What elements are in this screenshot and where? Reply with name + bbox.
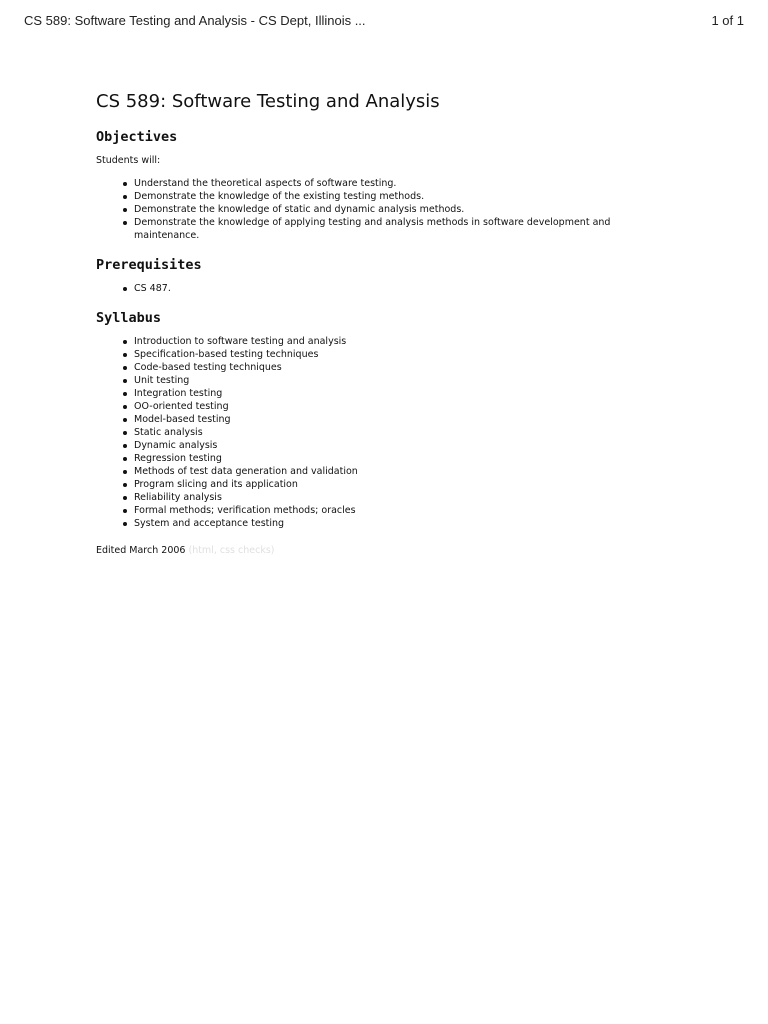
syllabus-item: Regression testing [134, 452, 656, 465]
syllabus-item: Methods of test data generation and validation [134, 465, 656, 478]
edited-date: Edited March 2006 [96, 545, 186, 556]
edited-footer [96, 544, 656, 557]
syllabus-heading: Syllabus [96, 310, 162, 326]
print-header-title: CS 589: Software Testing and Analysis - CS Dept, Illinois ... [24, 13, 366, 28]
syllabus-item: System and acceptance testing [134, 517, 656, 530]
syllabus-item: Code-based testing techniques [134, 361, 656, 374]
print-header [24, 13, 744, 33]
page-title: CS 589: Software Testing and Analysis [96, 91, 440, 112]
syllabus-item: Introduction to software testing and analysis [134, 335, 656, 348]
syllabus-item: Reliability analysis [134, 491, 656, 504]
syllabus-item: Static analysis [134, 426, 656, 439]
objectives-list [96, 177, 656, 242]
syllabus-item: Specification-based testing techniques [134, 348, 656, 361]
syllabus-item: Dynamic analysis [134, 439, 656, 452]
syllabus-item: Unit testing [134, 374, 656, 387]
prerequisite-item: CS 487. [134, 282, 656, 295]
objective-item: Demonstrate the knowledge of static and dynamic analysis methods. [134, 203, 656, 216]
objective-item: Demonstrate the knowledge of applying testing and analysis methods in software development and maintenance. [134, 216, 656, 242]
validation-links[interactable]: (html, css checks) [188, 545, 275, 556]
syllabus-item: OO-oriented testing [134, 400, 656, 413]
objective-item: Understand the theoretical aspects of software testing. [134, 177, 656, 190]
objective-item: Demonstrate the knowledge of the existing testing methods. [134, 190, 656, 203]
syllabus-item: Model-based testing [134, 413, 656, 426]
document-body [96, 90, 656, 557]
print-page-count: 1 of 1 [711, 13, 744, 28]
objectives-heading: Objectives [96, 129, 178, 145]
syllabus-item: Formal methods; verification methods; oracles [134, 504, 656, 517]
syllabus-item: Program slicing and its application [134, 478, 656, 491]
syllabus-item: Integration testing [134, 387, 656, 400]
prerequisites-heading: Prerequisites [96, 257, 202, 273]
prerequisites-list [96, 282, 656, 295]
objectives-intro: Students will: [96, 155, 161, 166]
syllabus-list [96, 335, 656, 530]
